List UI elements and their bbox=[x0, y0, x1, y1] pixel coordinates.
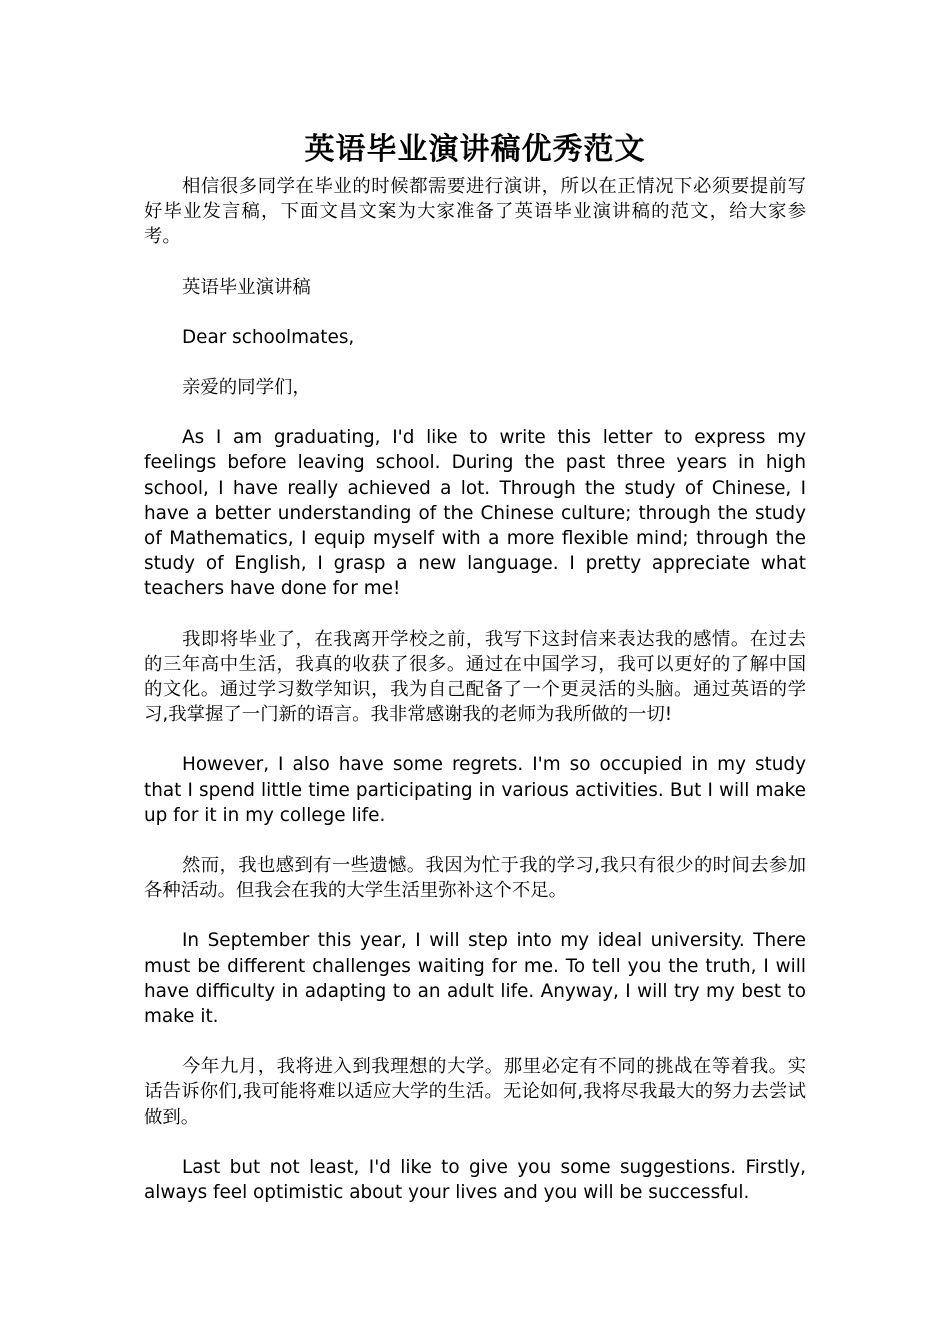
paragraph-salutation-en: Dear schoolmates, bbox=[182, 326, 355, 348]
document-title: 英语毕业演讲稿优秀范文 bbox=[304, 132, 646, 167]
document-page bbox=[144, 128, 806, 1230]
paragraph-body-en-1: As I am graduating, I'd like to write this letter to express my feelings before leaving school. During the past three years in high school, I have really achieved a lot. Through the study of Chinese, I have a better understanding of the Chinese culture; through the study of Mathematics, I equip myself with a more flexible mind; through the study of English, I grasp a new language. I pretty appreciate what teachers have done for me! bbox=[144, 427, 806, 600]
paragraph-intro: 相信很多同学在毕业的时候都需要进行演讲，所以在正情况下必须要提前写好毕业发言稿，下面文昌文案为大家准备了英语毕业演讲稿的范文，给大家参考。 bbox=[144, 176, 806, 248]
paragraph-salutation-zh: 亲爱的同学们， bbox=[182, 377, 311, 399]
paragraph-heading: 英语毕业演讲稿 bbox=[182, 276, 311, 298]
paragraph-body-en-4: Last but not least, I'd like to give you some suggestions. Firstly, always feel optimistic about your lives and you will be successful. bbox=[144, 1156, 806, 1204]
paragraph-body-zh-1: 我即将毕业了，在我离开学校之前，我写下这封信来表达我的感情。在过去的三年高中生活，我真的收获了很多。通过在中国学习，我可以更好的了解中国的文化。通过学习数学知识，我为自己配备了一个更灵活的头脑。通过英语的学习,我掌握了一门新的语言。我非常感谢我的老师为我所做的一切! bbox=[144, 628, 806, 726]
paragraph-body-zh-3: 今年九月，我将进入到我理想的大学。那里必定有不同的挑战在等着我。实话告诉你们,我可能将难以适应大学的生活。无论如何,我将尽我最大的努力去尝试做到。 bbox=[144, 1056, 806, 1128]
paragraph-body-en-2: However, I also have some regrets. I'm so occupied in my study that I spend little time participating in various activities. But I will make up for it in my college life. bbox=[144, 754, 806, 826]
paragraph-body-en-3: In September this year, I will step into my ideal university. There must be different challenges waiting for me. To tell you the truth, I will have difficulty in adapting to an adult life. Anyway, I will try my best to make it. bbox=[144, 930, 806, 1028]
paragraph-body-zh-2: 然而，我也感到有一些遗憾。我因为忙于我的学习,我只有很少的时间去参加各种活动。但我会在我的大学生活里弥补这个不足。 bbox=[144, 855, 806, 902]
